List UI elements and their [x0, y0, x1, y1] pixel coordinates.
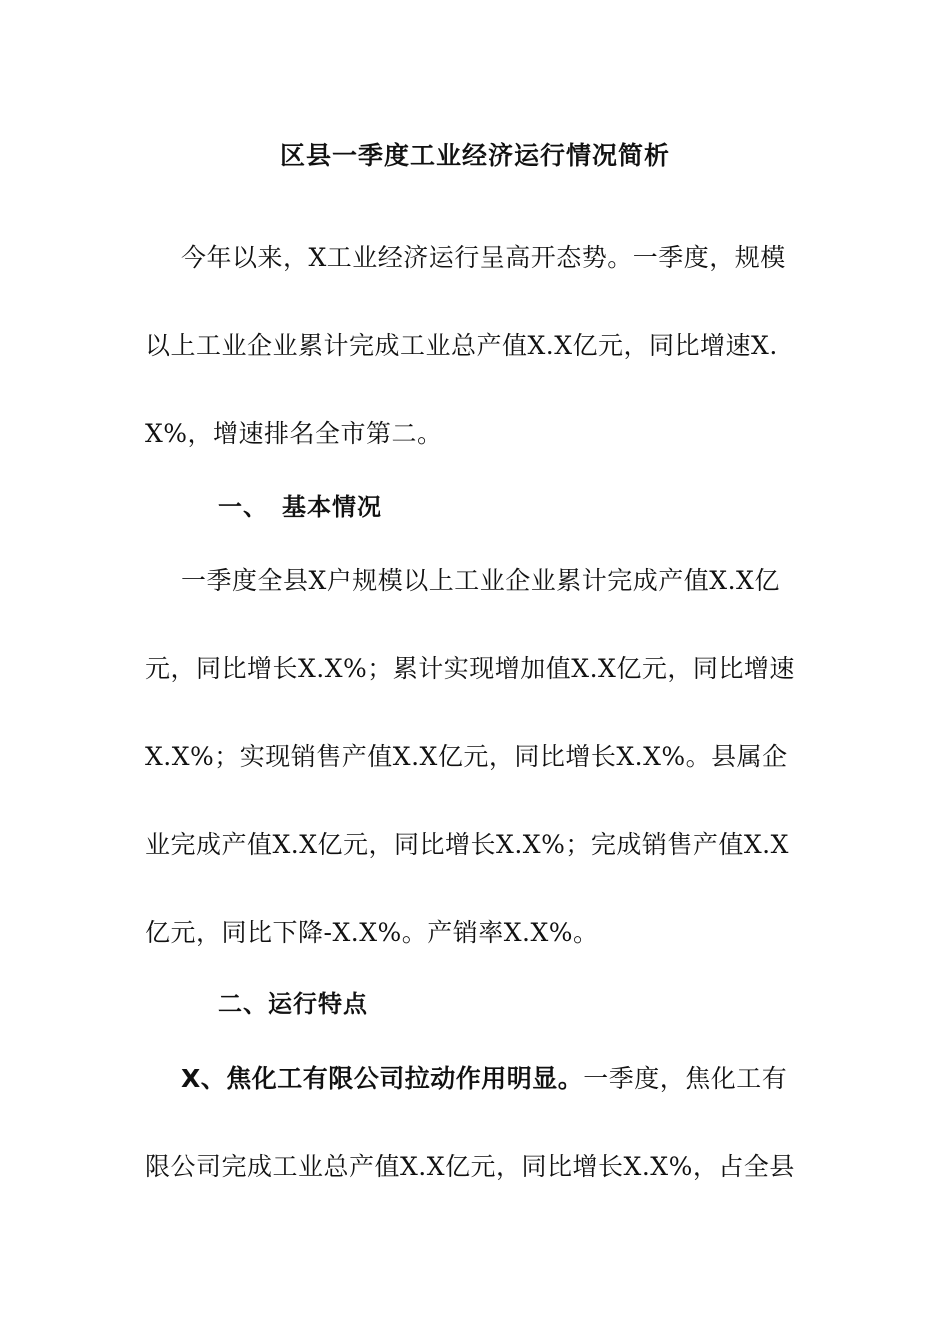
section1-paragraph: 一季度全县X户规模以上工业企业累计完成产值X.X亿元，同比增长X.X%；累计实现增加值X.X亿元，同比增速X.X%；实现销售产值X.X亿元，同比增长X.X%。县属企业完成产值X.X亿元，同比增长X.X%；完成销售产值X.X亿元，同比下降-X.X%。产销率X.X%。 — [145, 566, 795, 947]
section1-heading — [218, 487, 382, 527]
section1-number: 一、 — [218, 493, 268, 521]
section2-point1-lead: X、焦化工有限公司拉动作用明显。 — [181, 1064, 584, 1093]
section2-point1-paragraph — [145, 1035, 795, 1211]
intro-paragraph: 今年以来，X工业经济运行呈高开态势。一季度，规模以上工业企业累计完成工业总产值X.X亿元，同比增速X.X%，增速排名全市第二。 — [145, 243, 786, 448]
section2-point1-body: 一季度，焦化工有限公司完成工业总产值X.X亿元，同比增长X.X%，占全县 — [145, 1064, 795, 1181]
document-title: 区县一季度工业经济运行情况简析 — [279, 141, 670, 170]
section1-title: 基本情况 — [282, 493, 382, 521]
section2-heading: 二、运行特点 — [218, 990, 368, 1018]
